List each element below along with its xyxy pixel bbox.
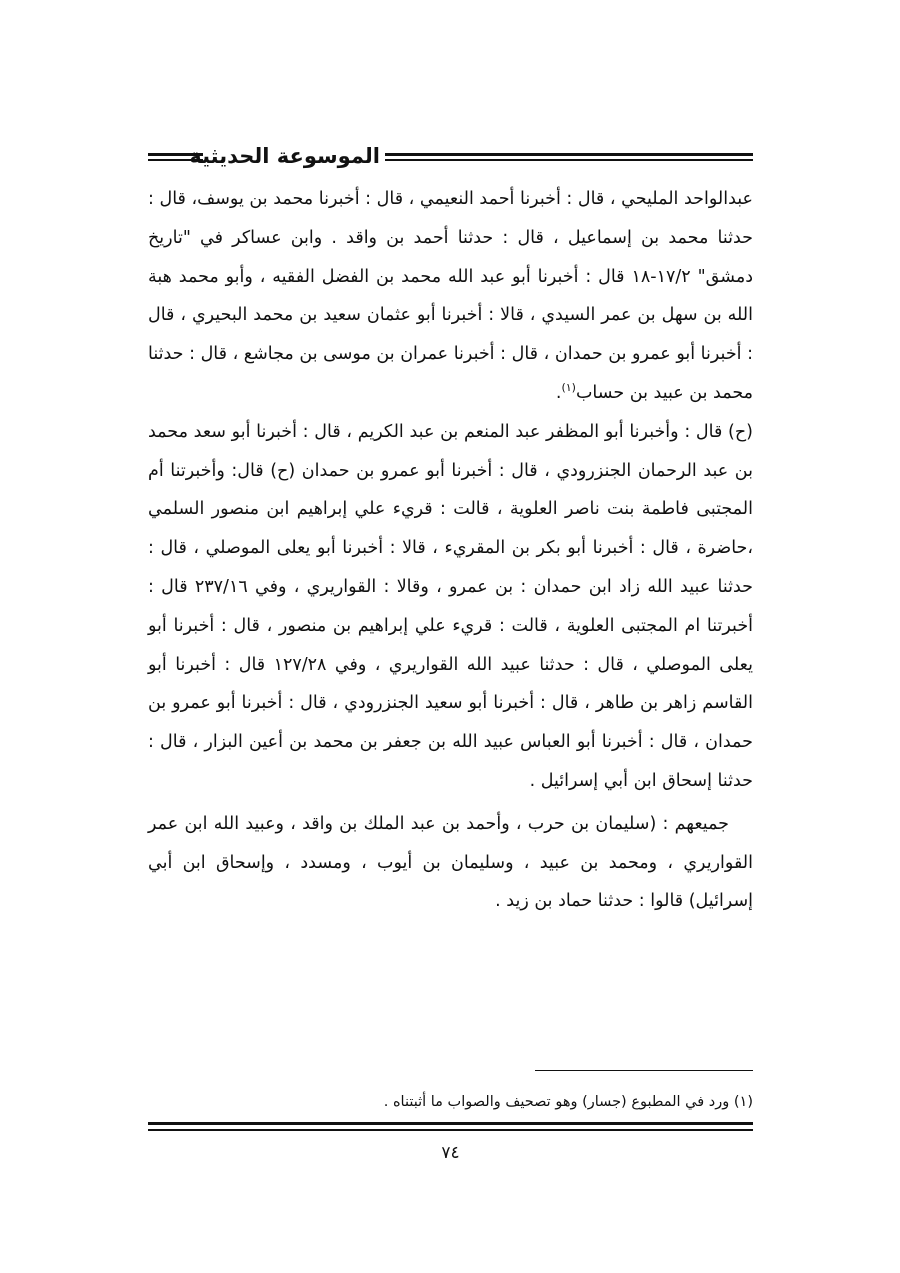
header-rule-right (385, 153, 753, 161)
paragraph-1-end: . (555, 382, 562, 403)
paragraph-1 (148, 180, 753, 413)
running-header (148, 138, 753, 178)
paragraph-1-text: عبدالواحد المليحي ، قال : أخبرنا أحمد النعيمي ، قال : أخبرنا محمد بن يوسف، قال : حدثنا محمد بن إسماعيل ، قال : حدثنا أحمد بن واقد . وابن عساكر في "تاريخ دمشق" ١٧/٢-١٨ قال : أخبرنا أبو عبد الله محمد بن الفضل الفقيه ، وأبو محمد هبة الله بن سهل بن عمر السيدي ، قالا : أخبرنا أبو عثمان سعيد بن محمد البحيري ، قال : أخبرنا أبو عمرو بن حمدان ، قال : أخبرنا عمران بن موسى بن مجاشع ، قال : حدثنا محمد بن عبيد بن حساب (148, 189, 753, 403)
header-title: الموسوعة الحديثية (189, 144, 380, 168)
footnote-marker: (١) (561, 381, 576, 395)
paragraph-3: جميعهم : (سليمان بن حرب ، وأحمد بن عبد الملك بن واقد ، وعبيد الله ابن عمر القواريري ، ومحمد بن عبيد ، وسليمان بن أيوب ، ومسدد ، وإسحاق ابن أبي إسرائيل) قالوا : حدثنا حماد بن زيد . (148, 813, 753, 912)
footnote-separator (535, 1070, 753, 1071)
body-text (148, 180, 753, 921)
paragraph-2: (ح) قال : وأخبرنا أبو المظفر عبد المنعم بن عبد الكريم ، قال : أخبرنا أبو سعد محمد بن عبد الرحمان الجنزرودي ، قال : أخبرنا أبو عمرو بن حمدان (ح) قال: وأخبرتنا أم المجتبى فاطمة بنت ناصر العلوية ، قالت : قريء علي إبراهيم ابن منصور السلمي ،حاضرة ، قال : أخبرنا أبو بكر بن المقريء ، قالا : أخبرنا أبو يعلى الموصلي ، قال : حدثنا عبيد الله زاد ابن حمدان : بن عمرو ، وقالا : القواريري ، وفي ٢٣٧/١٦ قال : أخبرتنا ام المجتبى العلوية ، قالت : قريء علي إبراهيم بن منصور ، قال : أخبرنا أبو يعلى الموصلي ، قال : حدثنا عبيد الله القواريري ، وفي ١٢٧/٢٨ قال : أخبرنا أبو القاسم زاهر بن طاهر ، قال : أخبرنا أبو سعيد الجنزرودي ، قال : أخبرنا أبو عمرو بن حمدان ، قال : أخبرنا أبو العباس عبيد الله بن جعفر بن محمد بن أعين البزار ، قال : حدثنا إسحاق ابن أبي إسرائيل . (148, 421, 753, 791)
footer-rule (148, 1122, 753, 1131)
footnote-text: (١) ورد في المطبوع (جسار) وهو تصحيف والصواب ما أثبتناه . (383, 1094, 753, 1110)
page-number: ٧٤ (441, 1143, 460, 1163)
